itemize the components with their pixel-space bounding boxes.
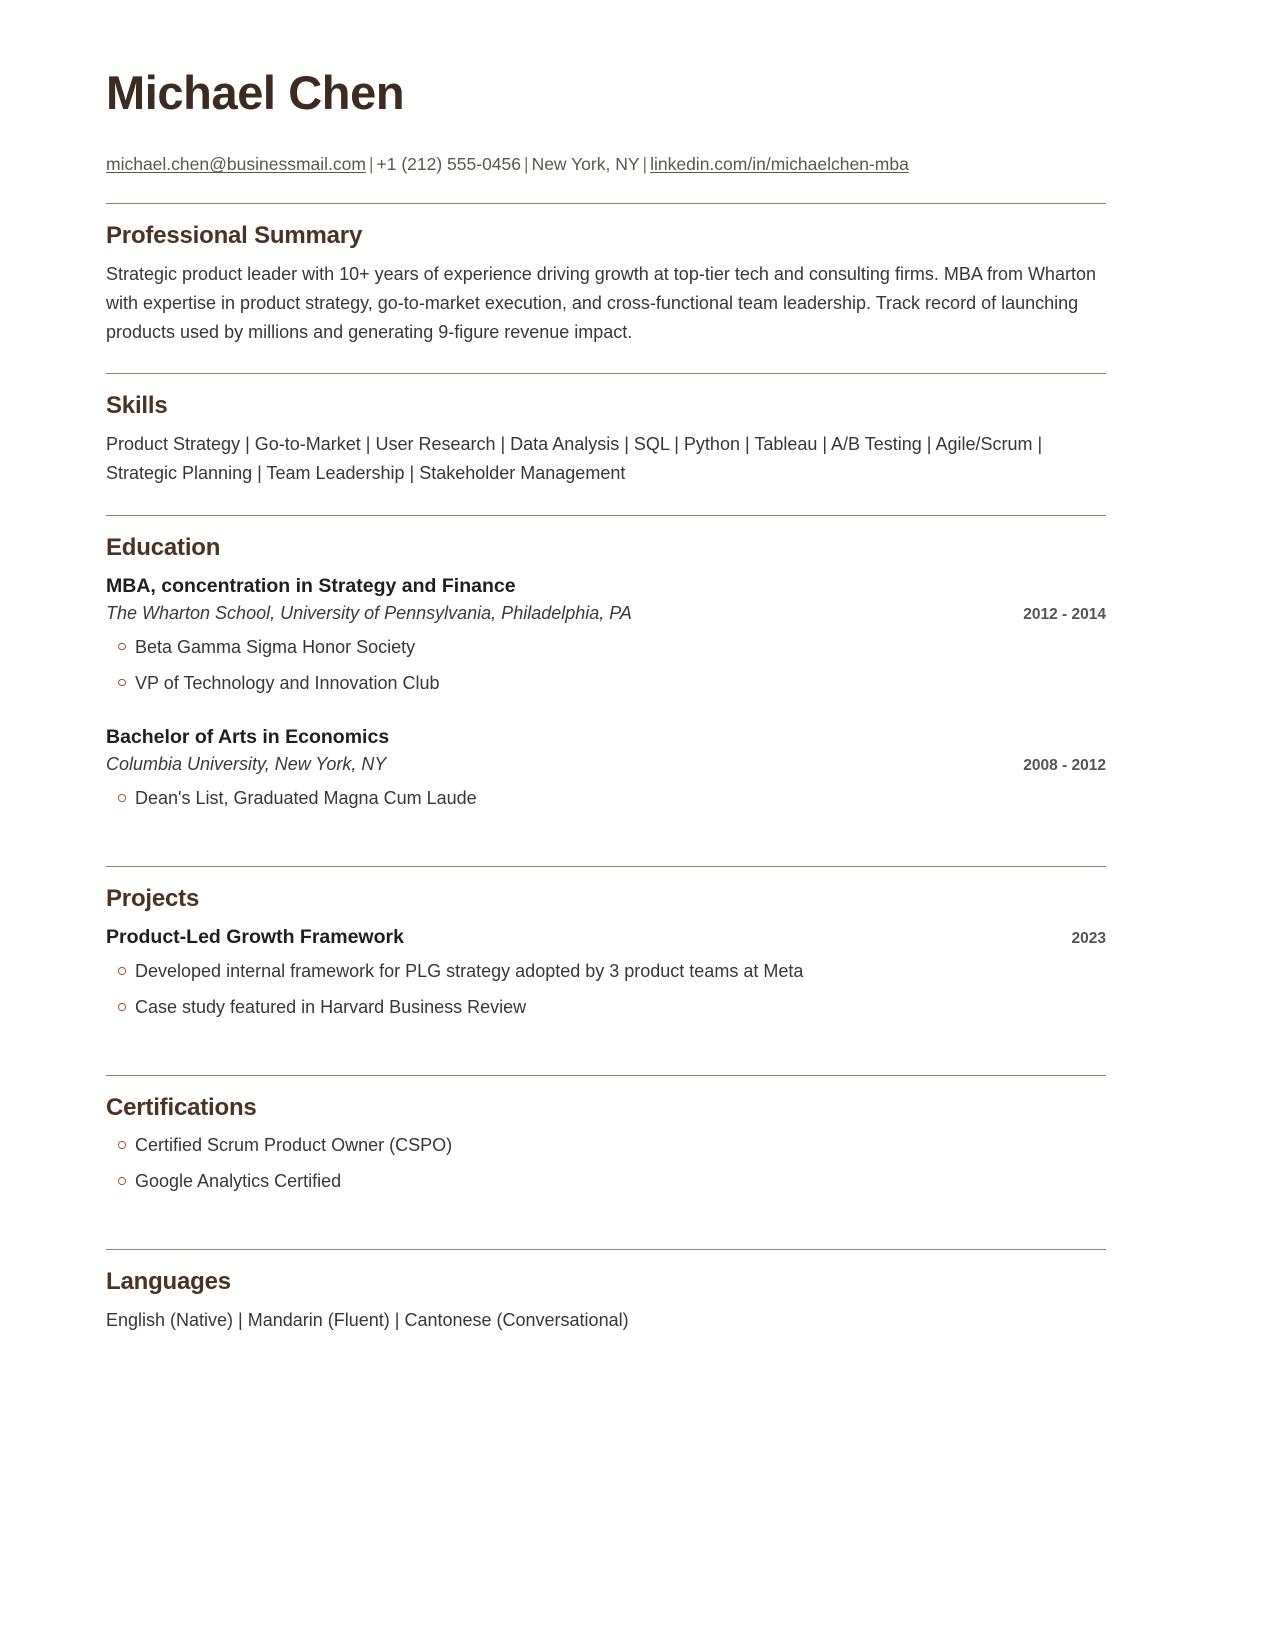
education-degree: MBA, concentration in Strategy and Finance bbox=[106, 574, 516, 597]
section-spacer bbox=[106, 1021, 1106, 1049]
resume-header bbox=[106, 68, 1106, 177]
list-item: Certified Scrum Product Owner (CSPO) bbox=[106, 1132, 1106, 1159]
email-link[interactable]: michael.chen@businessmail.com bbox=[106, 154, 366, 175]
section-divider bbox=[106, 1075, 1106, 1076]
languages-text: English (Native) | Mandarin (Fluent) | Cantonese (Conversational) bbox=[106, 1310, 629, 1331]
contact-separator-3: | bbox=[642, 154, 648, 175]
skills-text: Product Strategy | Go-to-Market | User Research | Data Analysis | SQL | Python | Tableau | A/B Testing | Agile/Scrum | Strategic Planning | Team Leadership | Stakeholder Management bbox=[106, 434, 1043, 484]
section-spacer bbox=[106, 812, 1106, 840]
list-item: Case study featured in Harvard Business Review bbox=[106, 994, 1106, 1021]
contact-separator-1: | bbox=[368, 154, 374, 175]
education-dates: 2008 - 2012 bbox=[1023, 757, 1106, 775]
project-bullets bbox=[106, 958, 1106, 1021]
phone-text: +1 (212) 555-0456 bbox=[376, 154, 522, 175]
section-certifications bbox=[106, 1075, 1106, 1223]
education-entry bbox=[106, 723, 1106, 812]
education-dates: 2012 - 2014 bbox=[1023, 605, 1106, 623]
section-education bbox=[106, 515, 1106, 841]
contact-separator-2: | bbox=[524, 154, 529, 175]
section-spacer bbox=[106, 1195, 1106, 1223]
summary-text: Strategic product leader with 10+ years of experience driving growth at top-tier tech and consulting firms. MBA from Wharton with expertise in product strategy, go-to-market execution, and cross-functional team leadership. Track record of launching products used by millions and generating 9-figure revenue impact. bbox=[106, 263, 1096, 343]
education-institution: Columbia University, New York, NY bbox=[106, 754, 387, 775]
education-degree: Bachelor of Arts in Economics bbox=[106, 725, 390, 748]
section-divider bbox=[106, 373, 1106, 374]
linkedin-link[interactable]: linkedin.com/in/michaelchen-mba bbox=[650, 154, 909, 175]
project-name: Product-Led Growth Framework bbox=[106, 926, 404, 949]
list-item: Developed internal framework for PLG strategy adopted by 3 product teams at Meta bbox=[106, 958, 1106, 985]
section-projects bbox=[106, 866, 1106, 1049]
section-divider bbox=[106, 515, 1106, 516]
section-skills bbox=[106, 373, 1106, 488]
section-title-skills: Skills bbox=[106, 392, 168, 420]
section-languages bbox=[106, 1249, 1106, 1335]
contact-line bbox=[106, 152, 1106, 177]
education-meta-row bbox=[106, 751, 1106, 778]
page-title: Michael Chen bbox=[106, 66, 405, 119]
section-title-education: Education bbox=[106, 533, 221, 561]
section-title-projects: Projects bbox=[106, 885, 200, 913]
section-divider bbox=[106, 1249, 1106, 1250]
education-institution: The Wharton School, University of Pennsylvania, Philadelphia, PA bbox=[106, 602, 632, 623]
certifications-list bbox=[106, 1132, 1106, 1195]
list-item: Google Analytics Certified bbox=[106, 1168, 1106, 1195]
section-divider bbox=[106, 866, 1106, 867]
education-bullets bbox=[106, 634, 1106, 697]
project-title-row bbox=[106, 923, 1106, 951]
section-title-certifications: Certifications bbox=[106, 1094, 257, 1122]
section-professional-summary bbox=[106, 203, 1106, 347]
location-text: New York, NY bbox=[531, 154, 640, 175]
education-meta-row bbox=[106, 600, 1106, 627]
project-entry bbox=[106, 923, 1106, 1021]
section-divider bbox=[106, 203, 1106, 204]
list-item: Beta Gamma Sigma Honor Society bbox=[106, 634, 1106, 661]
list-item: VP of Technology and Innovation Club bbox=[106, 670, 1106, 697]
section-title-languages: Languages bbox=[106, 1268, 231, 1296]
project-dates: 2023 bbox=[1071, 930, 1106, 948]
education-bullets bbox=[106, 785, 1106, 812]
education-entry bbox=[106, 572, 1106, 697]
list-item: Dean's List, Graduated Magna Cum Laude bbox=[106, 785, 1106, 812]
section-title-summary: Professional Summary bbox=[106, 221, 363, 249]
